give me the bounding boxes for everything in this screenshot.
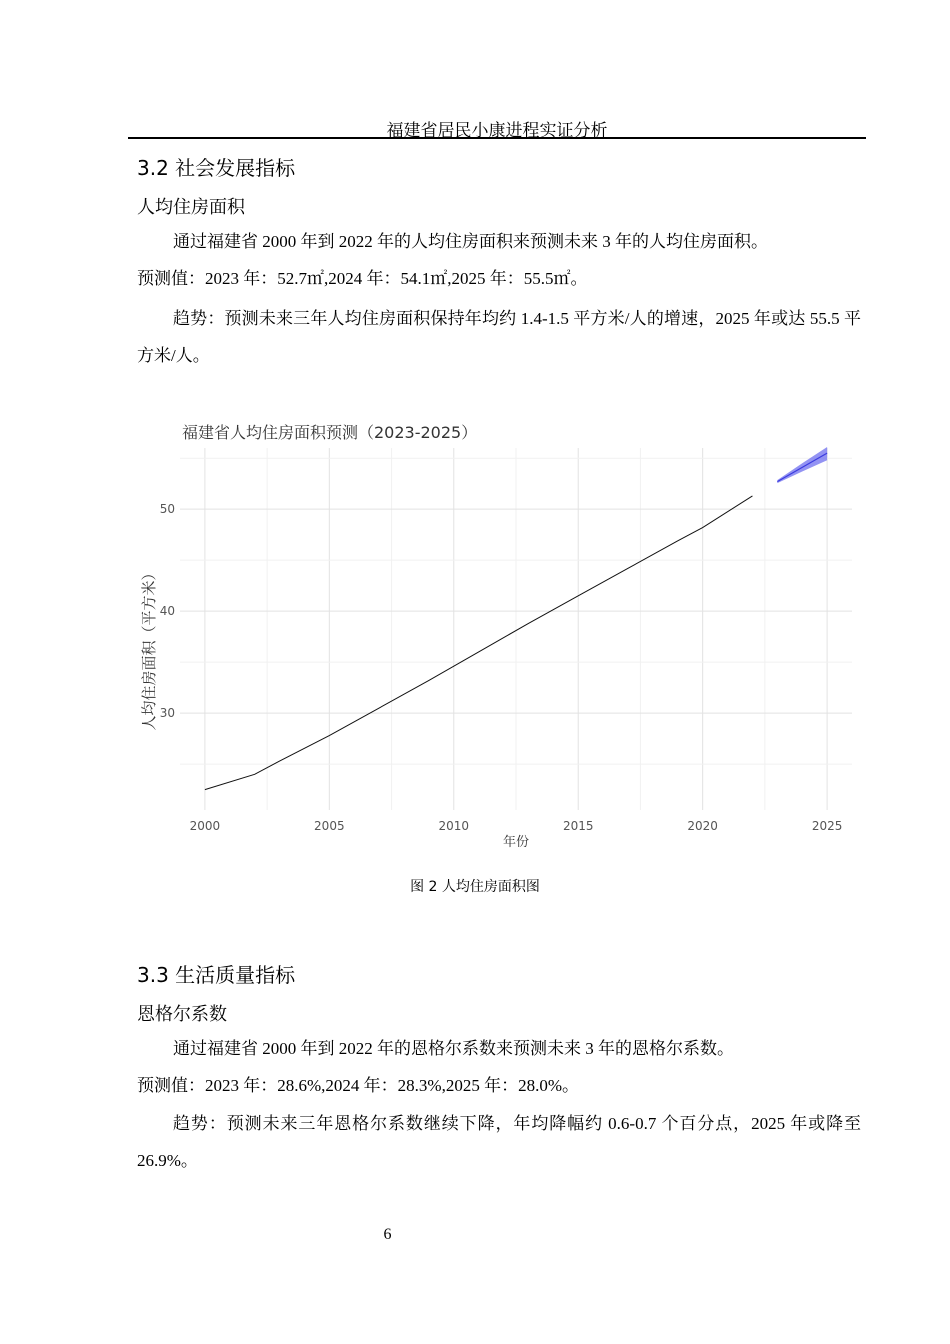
section-3-3-subheading: 恩格尔系数 xyxy=(137,1004,227,1024)
section-3-3-paragraph-1: 通过福建省 2000 年到 2022 年的恩格尔系数来预测未来 3 年的恩格尔系数。 xyxy=(173,1039,734,1058)
header-rule xyxy=(128,137,866,139)
page-number: 6 xyxy=(383,1226,392,1243)
x-tick-label: 2015 xyxy=(562,819,594,833)
section-3-2-heading: 3.2 社会发展指标 xyxy=(137,156,296,180)
section-3-3-trend-paragraph: 趋势：预测未来三年恩格尔系数继续下降，年均降幅约 0.6-0.7 个百分点，2025 年或降至 26.9%。 xyxy=(137,1114,861,1170)
section-3-3-heading: 3.3 生活质量指标 xyxy=(137,963,296,987)
y-axis-label: 人均住房面积（平方米） xyxy=(140,565,158,731)
figure-caption: 图 2 人均住房面积图 xyxy=(410,879,540,895)
x-tick-label: 2010 xyxy=(438,819,470,833)
y-tick-label: 30 xyxy=(159,706,175,721)
housing-area-chart xyxy=(130,412,860,860)
section-3-2-subheading: 人均住房面积 xyxy=(137,197,245,217)
chart-title: 福建省人均住房面积预测（2023-2025） xyxy=(182,423,478,442)
chart-grid xyxy=(180,448,852,810)
section-3-2-trend-paragraph: 趋势：预测未来三年人均住房面积保持年均约 1.4-1.5 平方米/人的增速，2025 年或达 55.5 平方米/人。 xyxy=(137,309,861,365)
x-axis-label: 年份 xyxy=(502,835,530,850)
x-tick-label: 2005 xyxy=(314,819,345,833)
section-3-2-paragraph-1: 通过福建省 2000 年到 2022 年的人均住房面积来预测未来 3 年的人均住房面积。 xyxy=(173,232,768,251)
x-tick-label: 2025 xyxy=(811,819,843,833)
tick-labels xyxy=(160,502,843,833)
section-3-3-forecast-values: 预测值：2023 年：28.6%,2024 年：28.3%,2025 年：28.0%。 xyxy=(137,1076,579,1095)
y-tick-label: 40 xyxy=(159,604,175,619)
running-header: 福建省居民小康进程实证分析 xyxy=(386,121,608,140)
x-tick-label: 2020 xyxy=(687,819,718,833)
section-3-2-forecast-values: 预测值：2023 年：52.7㎡,2024 年：54.1㎡,2025 年：55.5㎡。 xyxy=(137,269,588,288)
historical-series-line xyxy=(205,496,753,790)
forecast-series-line xyxy=(777,453,827,482)
y-tick-label: 50 xyxy=(159,502,175,517)
x-tick-label: 2000 xyxy=(189,819,221,833)
housing-area-chart-svg xyxy=(130,412,860,860)
